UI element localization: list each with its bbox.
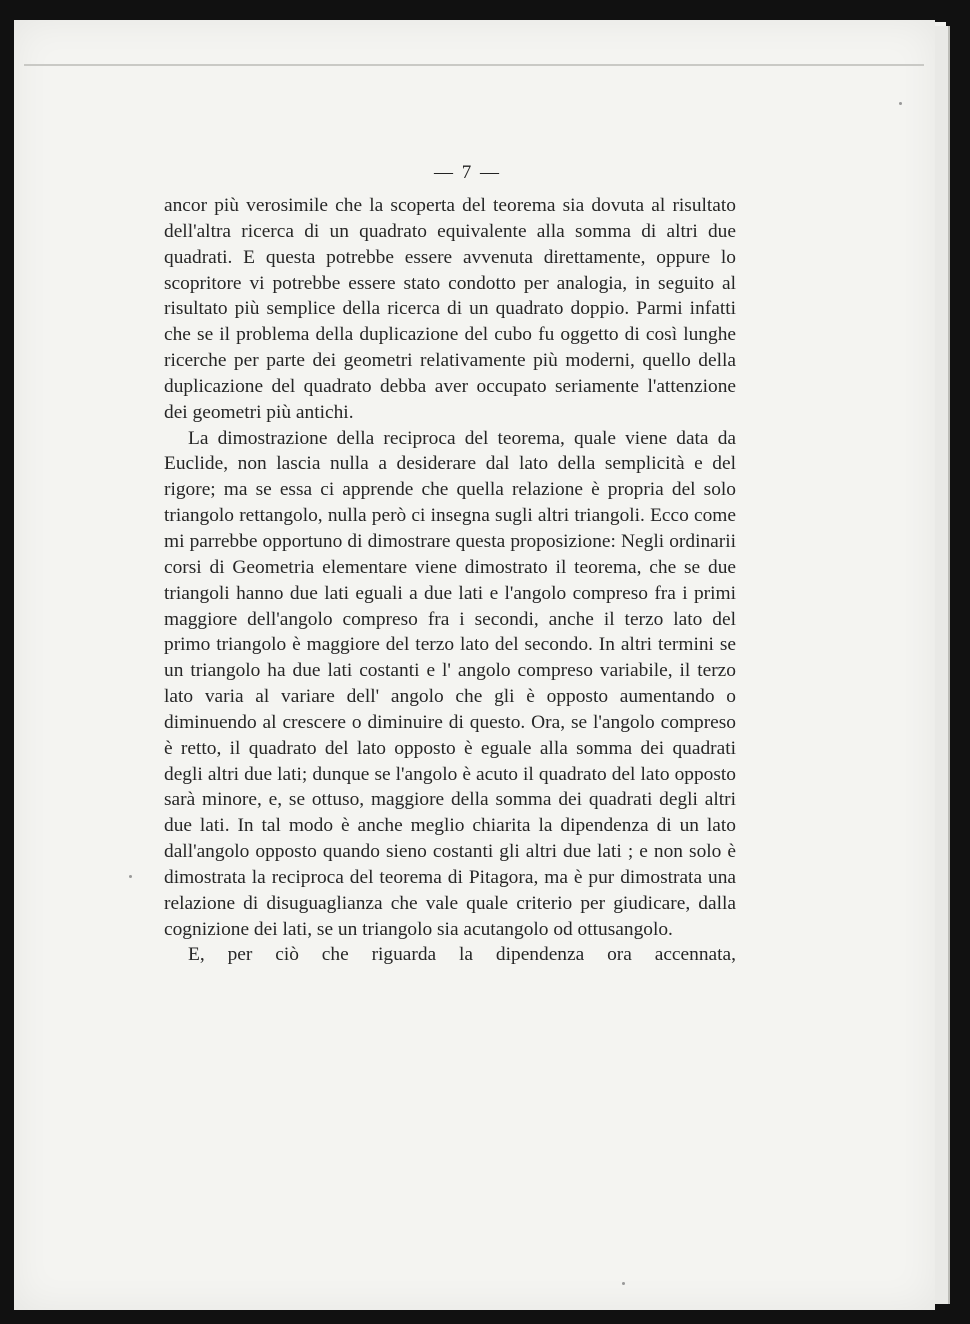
speck [622, 1282, 625, 1285]
paragraph: ancor più verosimile che la scoperta del teorema sia dovuta al risultato dell'altra ricerca di un quadrato equivalente alla somma di altri due quadrati. E questa potrebbe essere avvenuta direttamente, oppure lo scopritore vi potrebbe essere stato condotto per analogia, in seguito al risultato più semplice della ricerca di un quadrato doppio. Parmi infatti che se il problema della duplicazione del cubo fu oggetto di così lunghe ricerche per parte dei geometri relativamente più moderni, quello della duplicazione del quadrato debba aver occupato seriamente l'attenzione dei geometri più antichi. [164, 195, 736, 423]
book-page [14, 20, 935, 1310]
speck [899, 102, 902, 105]
page-fold-line [24, 64, 924, 66]
speck [129, 875, 132, 878]
body-text [164, 193, 736, 968]
page-number: — 7 — [434, 162, 501, 183]
paragraph: E, per ciò che riguarda la dipendenza ora accennata, [188, 944, 736, 966]
paragraph: La dimostrazione della reciproca del teorema, quale viene data da Euclide, non lascia nulla a desiderare dal lato della semplicità e del rigore; ma se essa ci apprende che quella relazione è propria del solo triangolo rettangolo, nulla però ci insegna sugli altri triangoli. Ecco come mi parrebbe opportuno di dimostrare questa proposizione: Negli ordinarii corsi di Geometria elementare viene dimostrato il teorema, che se due triangoli hanno due lati eguali a due lati e l'angolo compreso fra i primi maggiore dell'angolo compreso fra i secondi, anche il terzo lato del primo triangolo è maggiore del terzo lato del secondo. In altri termini se un triangolo ha due lati costanti e l' angolo compreso variabile, il terzo lato varia al variare dell' angolo che gli è opposto aumentando o diminuendo al crescere o diminuire di questo. Ora, se l'angolo compreso è retto, il quadrato del lato opposto è eguale alla somma dei quadrati degli altri due lati; dunque se l'angolo è acuto il quadrato del lato opposto sarà minore, e, se ottuso, maggiore della somma dei quadrati degli altri due lati. In tal modo è anche meglio chiarita la dipendenza di un lato dall'angolo opposto quando sieno costanti gli altri due lati ; e non solo è dimostrata la reciproca del teorema di Pitagora, ma è pur dimostrata una relazione di disuguaglianza che vale quale criterio per giudicare, dalla cognizione dei lati, se un triangolo sia acutangolo od ottusangolo. [164, 427, 736, 940]
